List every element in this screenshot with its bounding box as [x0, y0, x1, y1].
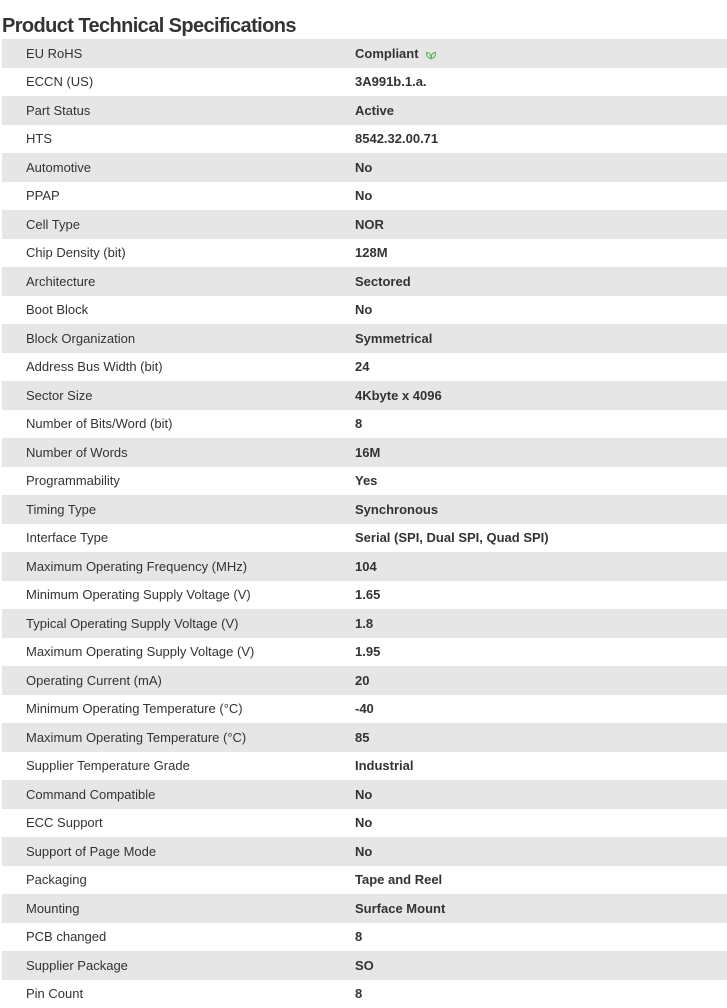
spec-value [354, 445, 727, 460]
spec-value-text: No [355, 844, 372, 859]
spec-value-text: -40 [355, 701, 374, 716]
spec-value [354, 701, 727, 716]
table-row [2, 495, 727, 524]
spec-value [354, 844, 727, 859]
spec-value-text: 8542.32.00.71 [355, 131, 438, 146]
spec-value [354, 302, 727, 317]
spec-value-text: No [355, 815, 372, 830]
spec-value-text: Serial (SPI, Dual SPI, Quad SPI) [355, 530, 549, 545]
spec-label: Address Bus Width (bit) [2, 359, 354, 374]
spec-value [354, 958, 727, 973]
spec-label: Cell Type [2, 217, 354, 232]
spec-label: Support of Page Mode [2, 844, 354, 859]
table-row [2, 353, 727, 382]
spec-value [354, 103, 727, 118]
spec-label: Minimum Operating Supply Voltage (V) [2, 587, 354, 602]
spec-value-text: 1.65 [355, 587, 380, 602]
spec-value [354, 359, 727, 374]
table-row [2, 39, 727, 68]
table-row [2, 467, 727, 496]
spec-value-text: SO [355, 958, 374, 973]
spec-value [354, 416, 727, 431]
leaf-icon [425, 48, 437, 60]
spec-value [354, 559, 727, 574]
spec-value [354, 986, 727, 1001]
spec-label: Architecture [2, 274, 354, 289]
spec-label: Packaging [2, 872, 354, 887]
table-row [2, 68, 727, 97]
spec-value [354, 388, 727, 403]
table-row [2, 324, 727, 353]
table-row [2, 438, 727, 467]
table-row [2, 296, 727, 325]
spec-label: Supplier Temperature Grade [2, 758, 354, 773]
spec-value-text: 3A991b.1.a. [355, 74, 427, 89]
table-row [2, 239, 727, 268]
spec-value [354, 929, 727, 944]
spec-value [354, 131, 727, 146]
spec-label: Minimum Operating Temperature (°C) [2, 701, 354, 716]
table-row [2, 752, 727, 781]
spec-label: Maximum Operating Supply Voltage (V) [2, 644, 354, 659]
table-row [2, 837, 727, 866]
spec-value [354, 74, 727, 89]
table-row [2, 210, 727, 239]
table-row [2, 524, 727, 553]
table-row [2, 780, 727, 809]
spec-value [354, 160, 727, 175]
spec-value [354, 815, 727, 830]
table-row [2, 980, 727, 1008]
spec-label: Pin Count [2, 986, 354, 1001]
spec-value-text: No [355, 787, 372, 802]
spec-label: Interface Type [2, 530, 354, 545]
table-row [2, 866, 727, 895]
spec-label: Number of Words [2, 445, 354, 460]
table-row [2, 581, 727, 610]
spec-label: Sector Size [2, 388, 354, 403]
table-row [2, 96, 727, 125]
table-row [2, 381, 727, 410]
spec-label: Command Compatible [2, 787, 354, 802]
spec-value-text: Surface Mount [355, 901, 445, 916]
table-row [2, 638, 727, 667]
table-row [2, 695, 727, 724]
spec-value-text: 4Kbyte x 4096 [355, 388, 442, 403]
spec-value-text: 104 [355, 559, 377, 574]
spec-value [354, 46, 727, 61]
spec-value-text: 8 [355, 986, 362, 1001]
spec-label: Boot Block [2, 302, 354, 317]
spec-value-text: Sectored [355, 274, 411, 289]
spec-label: HTS [2, 131, 354, 146]
table-row [2, 894, 727, 923]
spec-value-text: No [355, 302, 372, 317]
spec-value [354, 644, 727, 659]
spec-label: Operating Current (mA) [2, 673, 354, 688]
table-row [2, 809, 727, 838]
spec-value-text: NOR [355, 217, 384, 232]
spec-value [354, 673, 727, 688]
spec-value [354, 587, 727, 602]
spec-value-text: Symmetrical [355, 331, 432, 346]
table-row [2, 182, 727, 211]
table-row [2, 923, 727, 952]
table-row [2, 552, 727, 581]
spec-value [354, 502, 727, 517]
spec-value [354, 758, 727, 773]
spec-label: Block Organization [2, 331, 354, 346]
spec-label: Maximum Operating Frequency (MHz) [2, 559, 354, 574]
spec-value-text: 8 [355, 416, 362, 431]
spec-value [354, 188, 727, 203]
spec-label: Part Status [2, 103, 354, 118]
spec-value [354, 530, 727, 545]
spec-value-text: Compliant [355, 46, 419, 61]
spec-value [354, 245, 727, 260]
table-row [2, 153, 727, 182]
spec-label: Timing Type [2, 502, 354, 517]
table-row [2, 267, 727, 296]
spec-value [354, 217, 727, 232]
spec-label: ECCN (US) [2, 74, 354, 89]
spec-label: Typical Operating Supply Voltage (V) [2, 616, 354, 631]
spec-value-text: Industrial [355, 758, 414, 773]
spec-label: EU RoHS [2, 46, 354, 61]
spec-label: Mounting [2, 901, 354, 916]
spec-label: Automotive [2, 160, 354, 175]
spec-value [354, 616, 727, 631]
spec-value-text: No [355, 160, 372, 175]
table-row [2, 951, 727, 980]
page-title: Product Technical Specifications [2, 13, 296, 41]
spec-value-text: Synchronous [355, 502, 438, 517]
table-row [2, 609, 727, 638]
spec-value-text: 128M [355, 245, 388, 260]
spec-value [354, 901, 727, 916]
spec-value [354, 331, 727, 346]
spec-value-text: Active [355, 103, 394, 118]
spec-value-text: 85 [355, 730, 369, 745]
spec-value [354, 872, 727, 887]
spec-value-text: 1.8 [355, 616, 373, 631]
spec-label: Chip Density (bit) [2, 245, 354, 260]
spec-value-text: 20 [355, 673, 369, 688]
spec-value [354, 473, 727, 488]
spec-label: Programmability [2, 473, 354, 488]
spec-value [354, 730, 727, 745]
spec-value-text: No [355, 188, 372, 203]
table-row [2, 666, 727, 695]
spec-label: PCB changed [2, 929, 354, 944]
spec-value-text: Tape and Reel [355, 872, 442, 887]
spec-label: PPAP [2, 188, 354, 203]
spec-value-text: 8 [355, 929, 362, 944]
spec-value-text: 1.95 [355, 644, 380, 659]
spec-label: Number of Bits/Word (bit) [2, 416, 354, 431]
spec-value [354, 787, 727, 802]
table-row [2, 410, 727, 439]
table-row [2, 125, 727, 154]
spec-table [2, 39, 727, 1008]
table-row [2, 723, 727, 752]
spec-label: Supplier Package [2, 958, 354, 973]
spec-value-text: 16M [355, 445, 380, 460]
spec-value-text: Yes [355, 473, 377, 488]
spec-value [354, 274, 727, 289]
spec-label: Maximum Operating Temperature (°C) [2, 730, 354, 745]
spec-label: ECC Support [2, 815, 354, 830]
spec-value-text: 24 [355, 359, 369, 374]
